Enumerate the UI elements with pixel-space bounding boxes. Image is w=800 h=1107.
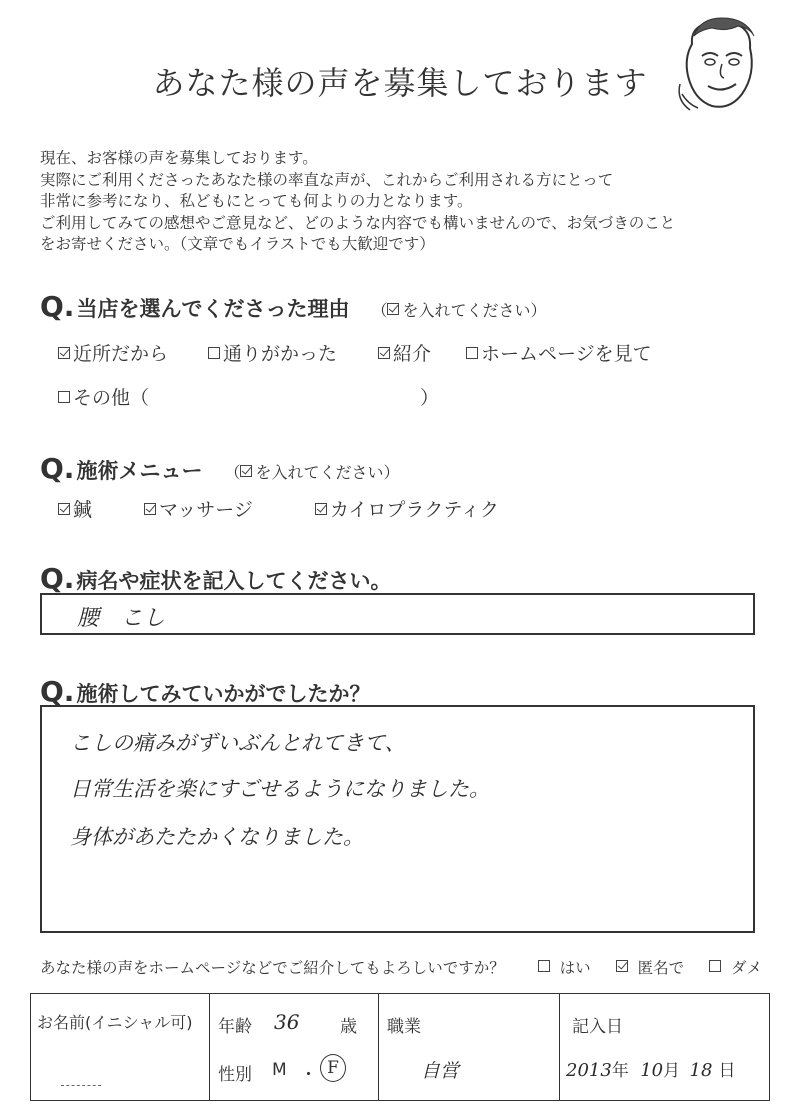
checkbox-icon <box>315 503 327 515</box>
checkbox-icon <box>709 960 721 972</box>
checkbox-icon <box>387 303 399 315</box>
checkbox-icon <box>58 347 70 359</box>
checkbox-icon <box>58 503 70 515</box>
q1-option-referral[interactable]: 紹介 <box>378 339 431 366</box>
intro-line: ご利用してみての感想やご意見など、どのような内容でも構いませんので、お気づきのこと <box>40 213 676 232</box>
intro-line: 非常に参考になり、私どもにとっても何よりの力となります。 <box>40 192 473 210</box>
consent-option-anonymous[interactable]: 匿名で <box>616 959 695 977</box>
q4-answer-line: 日常生活を楽にすごせるようになりました。 <box>70 777 490 801</box>
occupation-cell[interactable] <box>379 994 560 1101</box>
q-prefix: Q. <box>40 562 75 595</box>
q-prefix: Q. <box>40 452 75 485</box>
age-gender-cell[interactable] <box>210 994 379 1101</box>
q2-heading <box>40 452 399 485</box>
checkbox-icon <box>144 503 156 515</box>
consent-question: あなた様の声をホームページなどでご紹介してもよろしいですか？ はい 匿名で ダメ <box>40 956 782 978</box>
q4-answer-box[interactable] <box>40 705 755 933</box>
q-prefix: Q. <box>40 675 75 708</box>
checkbox-icon <box>616 960 628 972</box>
checkbox-icon <box>378 347 390 359</box>
name-label: お名前(イニシャル可) <box>37 1013 193 1032</box>
name-mark <box>61 1085 101 1086</box>
q3-label: 病名や症状を記入してください。 <box>76 569 392 593</box>
age-label: 年齢 <box>218 1017 252 1037</box>
q3-answer: 腰 こし <box>77 606 166 631</box>
q3-heading <box>40 562 391 595</box>
occupation-value: 自営 <box>421 1060 460 1082</box>
q1-option-homepage[interactable]: ホームページを見て <box>466 339 652 366</box>
gender-female-circled: F <box>320 1054 346 1082</box>
gender-male: M <box>272 1060 287 1080</box>
q4-answer-line: こしの痛みがずいぶんとれてきて、 <box>70 731 406 755</box>
consent-option-yes[interactable]: はい <box>538 959 601 977</box>
checkbox-icon <box>466 347 478 359</box>
checkbox-icon <box>240 465 252 477</box>
intro-line: 現在、お客様の声を募集しております。 <box>40 149 318 167</box>
q2-option-chiropractic[interactable]: カイロプラクティク <box>315 495 499 522</box>
caricature-illustration <box>672 14 768 114</box>
q2-note: （ を入れてください） <box>224 463 400 482</box>
info-table <box>30 993 770 1101</box>
intro-line: 実際にご利用くださったあなた様の率直な声が、これからご利用される方にとって <box>40 170 614 189</box>
q3-answer-box[interactable] <box>40 593 755 635</box>
date-cell[interactable] <box>560 994 770 1101</box>
q2-label: 施術メニュー <box>76 459 203 483</box>
q2-option-massage[interactable]: マッサージ <box>144 495 253 522</box>
name-cell[interactable] <box>31 994 210 1101</box>
q1-note: （ を入れてください） <box>371 301 547 320</box>
page-title: あなた様の声を募集しております <box>152 64 648 102</box>
q-prefix: Q. <box>40 290 75 323</box>
q2-option-acupuncture[interactable]: 鍼 <box>58 495 92 522</box>
intro-line: をお寄せください。（文章でもイラストでも大歓迎です） <box>40 235 435 253</box>
q1-other-close: ） <box>420 387 440 409</box>
q1-label: 当店を選んでくださった理由 <box>76 297 350 321</box>
q1-option-other[interactable]: その他（ <box>58 383 149 410</box>
age-unit: 歳 <box>340 1017 357 1037</box>
checkbox-icon <box>208 347 220 359</box>
consent-option-no[interactable]: ダメ <box>709 959 772 977</box>
q4-label: 施術してみていかがでしたか？ <box>76 682 371 706</box>
checkbox-icon <box>58 391 70 403</box>
intro-text <box>40 148 675 256</box>
q4-heading <box>40 675 370 708</box>
checkbox-icon <box>538 960 550 972</box>
date-value: 2013年 10月 18 日 <box>566 1060 736 1081</box>
age-value: 36 <box>274 1010 300 1034</box>
q1-option-passing-by[interactable]: 通りがかった <box>208 339 337 366</box>
gender-separator: ・ <box>300 1065 317 1085</box>
gender-label: 性別 <box>218 1065 252 1085</box>
q1-option-neighborhood[interactable]: 近所だから <box>58 339 168 366</box>
occupation-label: 職業 <box>387 1017 421 1037</box>
q4-answer-line: 身体があたたかくなりました。 <box>70 825 364 849</box>
date-label: 記入日 <box>572 1017 623 1037</box>
q1-heading <box>40 290 546 323</box>
